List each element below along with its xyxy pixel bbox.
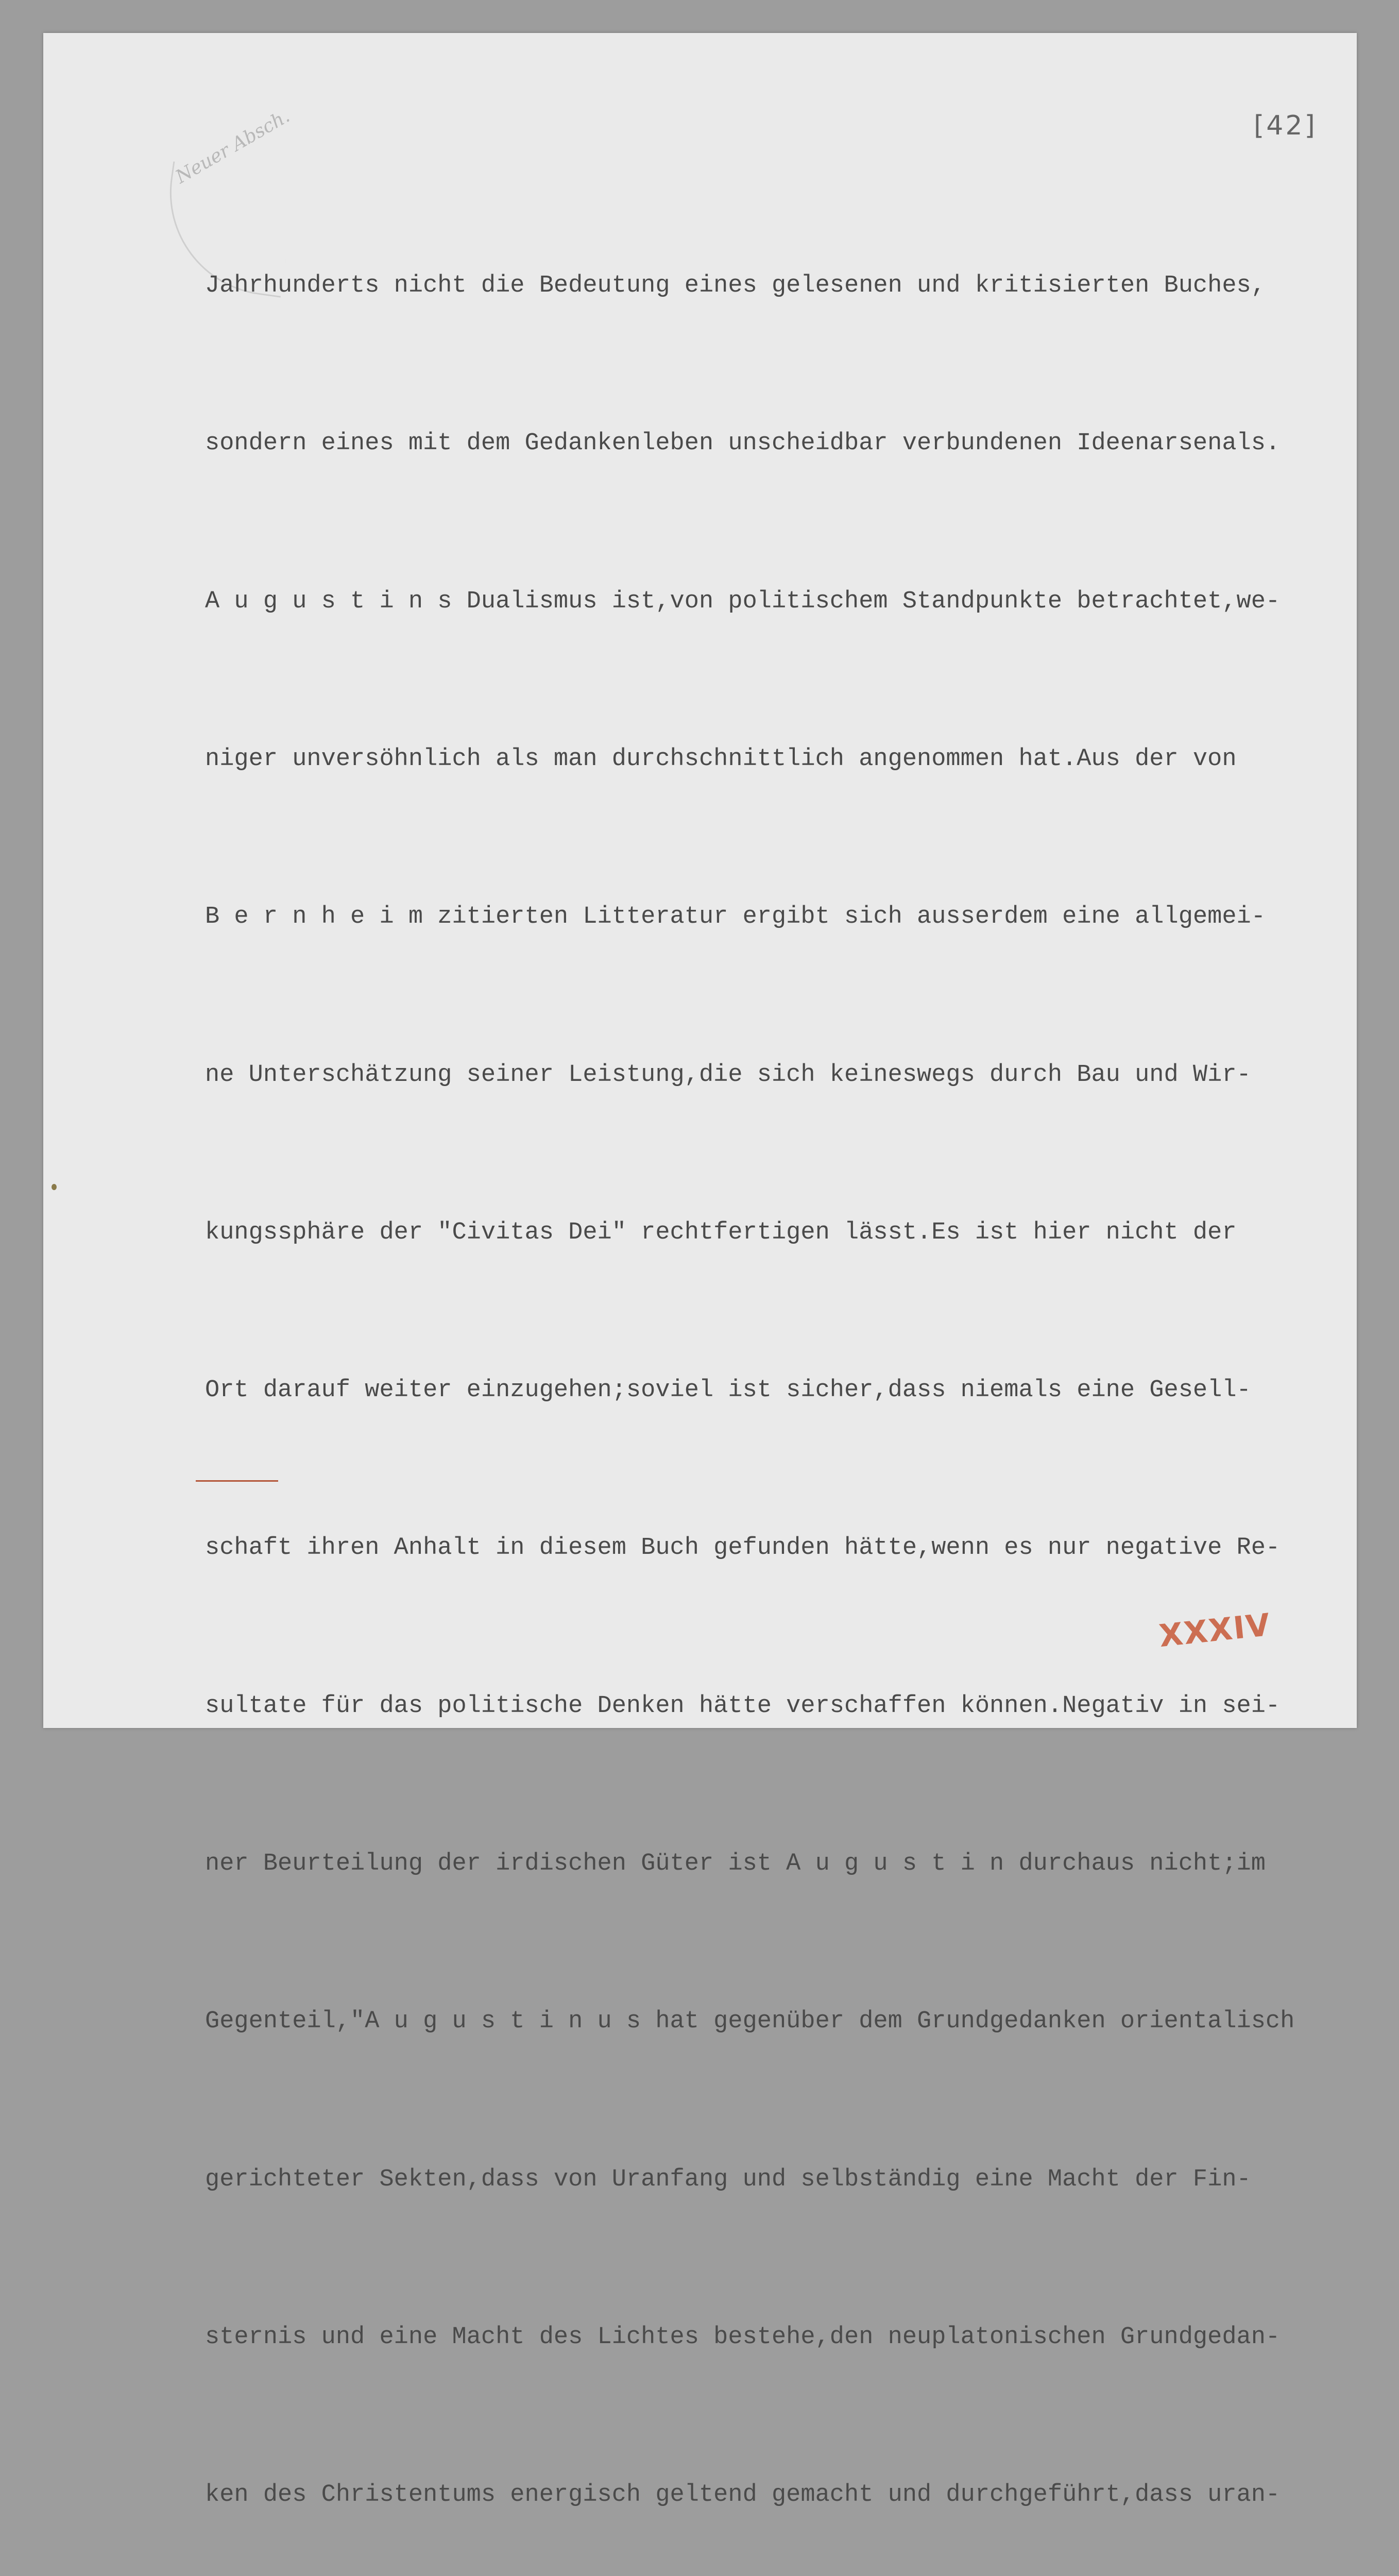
body-text xyxy=(205,155,1369,2576)
text-line: Gegenteil,"A u g u s t i n u s hat gegenüber dem Grundgedanken orientalisch xyxy=(205,2008,1295,2036)
text-line: niger unversöhnlich als man durchschnittlich angenommen hat.Aus der von xyxy=(205,745,1237,773)
text-line: sondern eines mit dem Gedankenleben unscheidbar verbundenen Ideenarsenals. xyxy=(205,430,1281,457)
footnote-rule xyxy=(196,1480,278,1482)
text-line: ken des Christentums energisch geltend gemacht und durchgeführt,dass uran- xyxy=(205,2481,1281,2509)
pencil-margin-note: Neuer Absch. xyxy=(172,105,294,188)
text-line: Ort darauf weiter einzugehen;soviel ist sicher,dass niemals eine Gesell- xyxy=(205,1377,1251,1404)
text-line: ner Beurteilung der irdischen Güter ist A u g u s t i n durchaus nicht;im xyxy=(205,1850,1266,1877)
page-number: [42] xyxy=(1254,110,1317,141)
archive-stamp: XXXIV xyxy=(1157,1606,1273,1655)
text-line: kungssphäre der "Civitas Dei" rechtfertigen lässt.Es ist hier nicht der xyxy=(205,1218,1237,1246)
text-line: Jahrhunderts nicht die Bedeutung eines gelesenen und kritisierten Buches, xyxy=(205,272,1266,300)
text-line: B e r n h e i m zitierten Litteratur ergibt sich ausserdem eine allgemei- xyxy=(205,903,1266,931)
text-line: sultate für das politische Denken hätte verschaffen können.Negativ in sei- xyxy=(205,1692,1281,1720)
text-line: A u g u s t i n s Dualismus ist,von politischem Standpunkte betrachtet,we- xyxy=(205,587,1281,615)
margin-dot xyxy=(52,1184,57,1190)
text-line: gerichteter Sekten,dass von Uranfang und selbständig eine Macht der Fin- xyxy=(205,2165,1251,2193)
text-line: schaft ihren Anhalt in diesem Buch gefunden hätte,wenn es nur negative Re- xyxy=(205,1534,1281,1562)
text-line: sternis und eine Macht des Lichtes bestehe,den neuplatonischen Grundgedan- xyxy=(205,2323,1281,2351)
text-line: ne Unterschätzung seiner Leistung,die sich keineswegs durch Bau und Wir- xyxy=(205,1061,1251,1089)
